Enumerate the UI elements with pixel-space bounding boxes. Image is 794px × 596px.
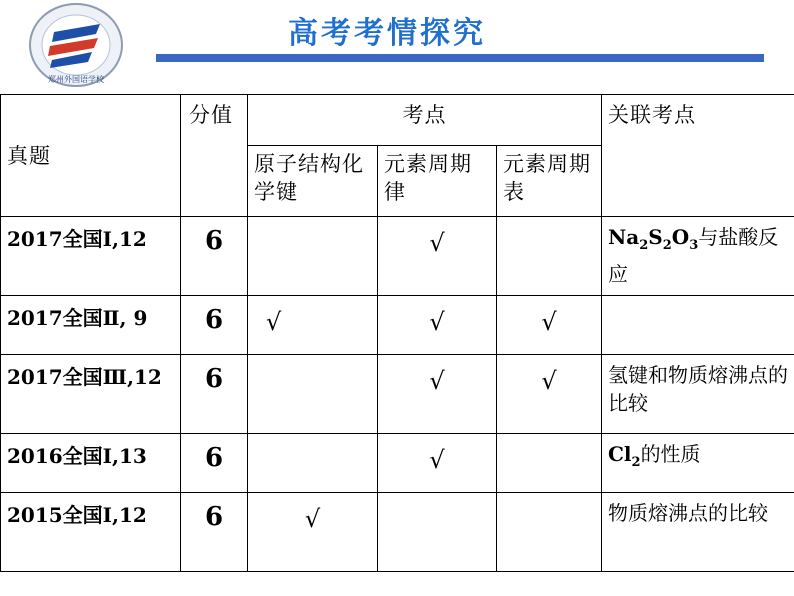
title-underline-bar bbox=[156, 54, 764, 62]
law-check bbox=[378, 493, 497, 572]
table-check bbox=[497, 434, 602, 493]
exam-cell: 2017全国Ⅲ,12 bbox=[1, 355, 181, 434]
related-cell: $Na_2S_2O_3$与盐酸反应 bbox=[602, 217, 794, 296]
law-check: √ bbox=[378, 355, 497, 434]
exam-cell: 2017全国Ⅰ,12 bbox=[1, 217, 181, 296]
score-cell: 6 bbox=[181, 355, 248, 434]
score-cell: 6 bbox=[181, 296, 248, 355]
table-row bbox=[1, 493, 794, 572]
law-check: √ bbox=[378, 296, 497, 355]
atomic-check: √ bbox=[248, 296, 378, 355]
atomic-check bbox=[248, 434, 378, 493]
score-cell: 6 bbox=[181, 493, 248, 572]
table-row bbox=[1, 355, 794, 434]
law-check: √ bbox=[378, 217, 497, 296]
exam-cell: 2016全国Ⅰ,13 bbox=[1, 434, 181, 493]
score-cell: 6 bbox=[181, 434, 248, 493]
header-points: 考点 bbox=[248, 95, 602, 146]
related-cell: 氢键和物质熔沸点的比较 bbox=[602, 355, 794, 434]
table-check bbox=[497, 217, 602, 296]
exam-cell: 2017全国Ⅱ, 9 bbox=[1, 296, 181, 355]
table-row bbox=[1, 434, 794, 493]
atomic-check: √ bbox=[248, 493, 378, 572]
table-check bbox=[497, 493, 602, 572]
related-formula: $Cl_2$ bbox=[608, 442, 641, 470]
related-cell: 物质熔沸点的比较 bbox=[602, 493, 794, 572]
score-cell: 6 bbox=[181, 217, 248, 296]
header-periodic-table: 元素周期表 bbox=[497, 146, 602, 217]
table-row bbox=[1, 217, 794, 296]
logo-caption: 郑州外国语学校 bbox=[48, 75, 104, 84]
atomic-check bbox=[248, 355, 378, 434]
header-score: 分值 bbox=[181, 95, 248, 217]
law-check: √ bbox=[378, 434, 497, 493]
school-emblem-icon bbox=[28, 2, 124, 88]
table-check: √ bbox=[497, 355, 602, 434]
header-question: 真题 bbox=[1, 95, 181, 217]
exam-cell: 2015全国Ⅰ,12 bbox=[1, 493, 181, 572]
related-cell bbox=[602, 296, 794, 355]
header-periodic-law: 元素周期律 bbox=[378, 146, 497, 217]
table-check: √ bbox=[497, 296, 602, 355]
table-header-row bbox=[1, 95, 794, 146]
related-cell: $Cl_2$的性质 bbox=[602, 434, 794, 493]
page-title: 高考考情探究 bbox=[288, 16, 486, 51]
table-row bbox=[1, 296, 794, 355]
exam-table bbox=[0, 94, 794, 572]
related-formula: $Na_2S_2O_3$ bbox=[608, 225, 699, 253]
atomic-check bbox=[248, 217, 378, 296]
header-atomic-structure: 原子结构化学键 bbox=[248, 146, 378, 217]
header-related: 关联考点 bbox=[602, 95, 794, 217]
